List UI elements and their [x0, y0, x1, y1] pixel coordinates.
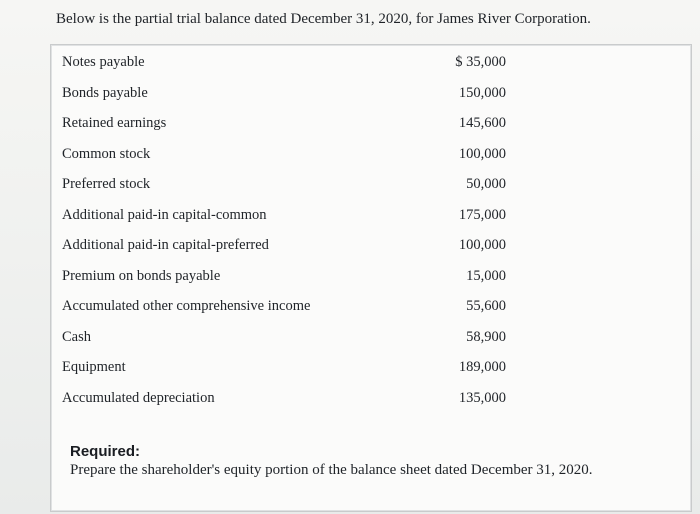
- account-name: Notes payable: [62, 54, 145, 70]
- account-name: Retained earnings: [62, 115, 167, 131]
- account-amount: 58,900: [466, 328, 506, 345]
- account-amount: 175,000: [458, 206, 506, 223]
- account-amount: 100,000: [458, 237, 506, 253]
- table-row: [62, 207, 512, 238]
- account-name: Equipment: [62, 359, 126, 375]
- account-name: Bonds payable: [62, 84, 148, 101]
- account-amount: 135,000: [458, 389, 506, 406]
- required-heading: Required:: [70, 443, 141, 460]
- account-name: Additional paid-in capital-common: [62, 206, 267, 223]
- account-name: Accumulated depreciation: [62, 389, 215, 406]
- table-row: [62, 176, 512, 207]
- account-name: Additional paid-in capital-preferred: [62, 237, 269, 253]
- account-name: Preferred stock: [62, 176, 151, 192]
- table-row: [62, 85, 512, 116]
- account-name: Premium on bonds payable: [62, 267, 221, 284]
- account-amount: 15,000: [466, 267, 506, 284]
- table-row: [62, 146, 512, 177]
- account-name: Cash: [62, 328, 91, 345]
- table-row: [62, 329, 512, 360]
- account-amount: 50,000: [466, 176, 506, 192]
- account-amount: 150,000: [458, 84, 506, 101]
- account-name: Accumulated other comprehensive income: [62, 298, 311, 314]
- table-row: [62, 359, 512, 390]
- table-row: [62, 268, 512, 299]
- table-row: [62, 390, 512, 421]
- trial-balance-table: [62, 54, 512, 420]
- required-instruction: Prepare the shareholder's equity portion of the balance sheet dated December 31, 2020.: [70, 462, 593, 478]
- account-amount: 145,600: [458, 115, 506, 131]
- account-amount: $ 35,000: [455, 54, 506, 70]
- account-amount: 55,600: [466, 298, 506, 314]
- account-name: Common stock: [62, 145, 151, 162]
- table-row: [62, 54, 512, 85]
- problem-intro: Below is the partial trial balance dated December 31, 2020, for James River Corporation.: [56, 11, 591, 27]
- table-row: [62, 115, 512, 146]
- account-amount: 100,000: [458, 145, 506, 162]
- table-row: [62, 237, 512, 268]
- account-amount: 189,000: [458, 359, 506, 375]
- table-row: [62, 298, 512, 329]
